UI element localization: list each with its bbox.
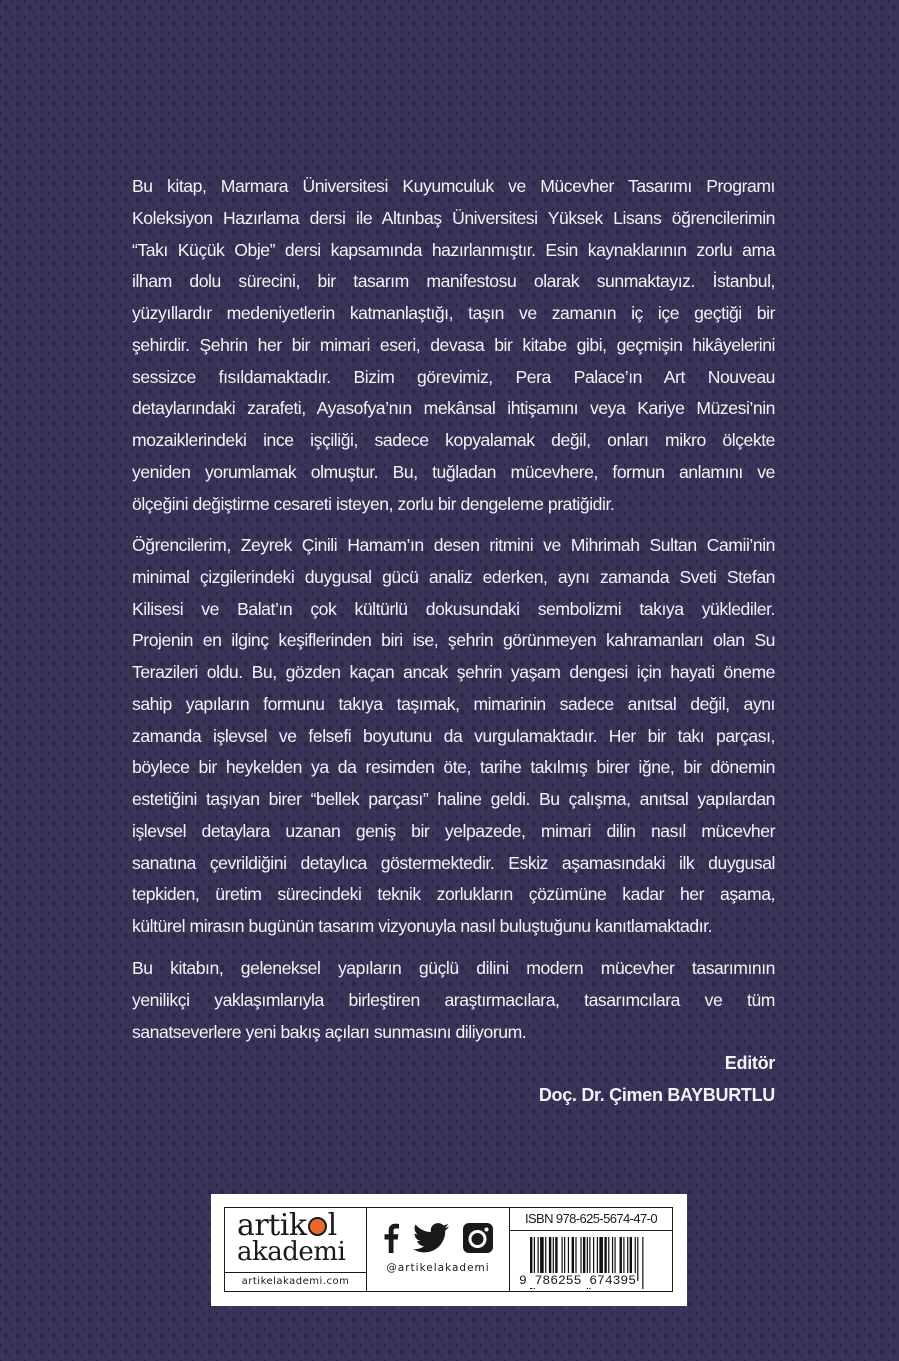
orange-e-circle-icon: [308, 1217, 327, 1236]
paragraph-1-line: ölçeğini değiştirme cesareti isteyen, zorlu bir dengeleme pratiğidir.: [132, 493, 615, 514]
publisher-logo: [225, 1208, 366, 1273]
paragraph-3-line: Bu kitabın, geleneksel yapıların güçlü dilini modern mücevher tasarımının: [132, 958, 775, 978]
isbn-cell: [510, 1208, 672, 1291]
isbn-label: ISBN 978-625-5674-47-0: [510, 1208, 672, 1231]
paragraph-2-line: Öğrencilerim, Zeyrek Çinili Hamam’ın desen ritmini ve Mihrimah Sultan Camii’nin: [132, 535, 775, 555]
paragraph-2-line: işlevsel detaylara uzanan geniş bir yelpazede, mimari dilin nasıl mücevher: [132, 820, 775, 841]
paragraph-2-line: estetiğini taşıyan birer “bellek parçası” haline geldi. Bu çalışma, anıtsal yapılardan: [132, 789, 775, 809]
barcode-digits: [518, 1274, 648, 1288]
editor-role: Editör: [724, 1053, 775, 1073]
paragraph-1-line: mozaiklerindeki ince işçiliği, sadece kopyalamak değil, onları mikro ölçekte: [132, 430, 775, 450]
paragraph-2-line: sahip yapıların formunu takıya taşımak, mimarinin sadece anıtsal değil, aynı: [132, 693, 775, 714]
paragraph-2-line: Projenin en ilginç keşiflerinden biri ise, şehrin görünmeyen kahramanları olan Su: [132, 630, 775, 651]
paragraph-2-line: tepkiden, üretim sürecindeki teknik zorlukların çözümüne kadar her aşama,: [132, 884, 775, 905]
paragraph-1-line: yüzyıllardır medeniyetlerin katmanlaştığı, taşın ve zamanın iç içe geçtiği bir: [132, 303, 775, 323]
paragraph-1-line: yeniden yorumlamak olmuştur. Bu, tuğladan mücevhere, formun anlamını ve: [132, 461, 775, 482]
paragraph-3-line: sanatseverlere yeni bakış açıları sunmasını diliyorum.: [132, 1021, 527, 1042]
publisher-website-link[interactable]: artikelakademi.com: [241, 1276, 350, 1287]
paragraph-2-line: minimal çizgilerindeki duygusal gücü analiz ederken, aynı zamanda Sveti Stefan: [132, 566, 775, 587]
barcode-digits-text: 9 786255 674395: [519, 1273, 637, 1288]
logo-text-artik: artik: [237, 1208, 307, 1243]
paragraph-1-line: şehirdir. Şehrin her bir mimari eseri, devasa bir kitabe gibi, geçmişin hikâyelerini: [132, 334, 775, 355]
paragraph-1-line: ilham dolu sürecini, bir tasarım manifestosu olarak sunmaktayız. İstanbul,: [132, 271, 775, 292]
paragraph-2-line: Terazileri oldu. Bu, gözden kaçan ancak şehrin yaşam dengesi için hayati öneme: [132, 662, 775, 682]
paragraph-2-line: Kilisesi ve Balat’ın çok kültürlü dokusundaki sembolizmi takıya yüklediler.: [132, 598, 775, 619]
paragraph-2-line: zamanda işlevsel ve felsefi boyutunu da vurgulamaktadır. Her bir takı parçası,: [132, 725, 775, 746]
paragraph-3-line: yenilikçi yaklaşımlarıyla birleştiren araştırmacılara, tasarımcılara ve tüm: [132, 989, 775, 1010]
publisher-info-panel: [211, 1194, 687, 1306]
logo-text-l: l: [327, 1208, 337, 1243]
social-icons: [367, 1221, 509, 1255]
paragraph-1-line: sessizce fısıldamaktadır. Bizim görevimiz, Pera Palace’ın Art Nouveau: [132, 366, 775, 387]
paragraph-1-line: “Takı Küçük Obje” dersi kapsamında hazırlanmıştır. Esin kaynaklarının zorlu ama: [132, 239, 775, 260]
logo-word-akademi: akademi: [237, 1237, 346, 1267]
twitter-icon[interactable]: [413, 1223, 449, 1253]
publisher-logo-cell: [225, 1208, 367, 1291]
paragraph-2-line: sanatına çevrildiğini detaylıca göstermektedir. Eskiz aşamasındaki ilk duygusal: [132, 852, 775, 873]
social-media-cell: [367, 1208, 510, 1291]
facebook-icon[interactable]: [383, 1223, 399, 1253]
paragraph-1-line: detaylarındaki zarafeti, Ayasofya’nın mekânsal ihtişamını veya Kariye Müzesi’nin: [132, 398, 775, 419]
paragraph-2-line: kültürel mirasın bugünün tasarım vizyonuyla nasıl buluştuğunu kanıtlamaktadır.: [132, 916, 713, 936]
social-handle: @artikelakademi: [386, 1262, 490, 1274]
paragraph-1-line: Bu kitap, Marmara Üniversitesi Kuyumculuk ve Mücevher Tasarımı Programı: [132, 176, 775, 196]
paragraph-1-line: Koleksiyon Hazırlama dersi ile Altınbaş Üniversitesi Yüksek Lisans öğrencilerimin: [132, 207, 775, 228]
editor-name: Doç. Dr. Çimen BAYBURTLU: [538, 1085, 775, 1105]
paragraph-2-line: böylece bir heykelden ya da resimden öte, tarihe takılmış birer iğne, bir dönemin: [132, 757, 775, 778]
instagram-icon[interactable]: [463, 1223, 493, 1253]
publisher-info-box: [224, 1207, 673, 1292]
